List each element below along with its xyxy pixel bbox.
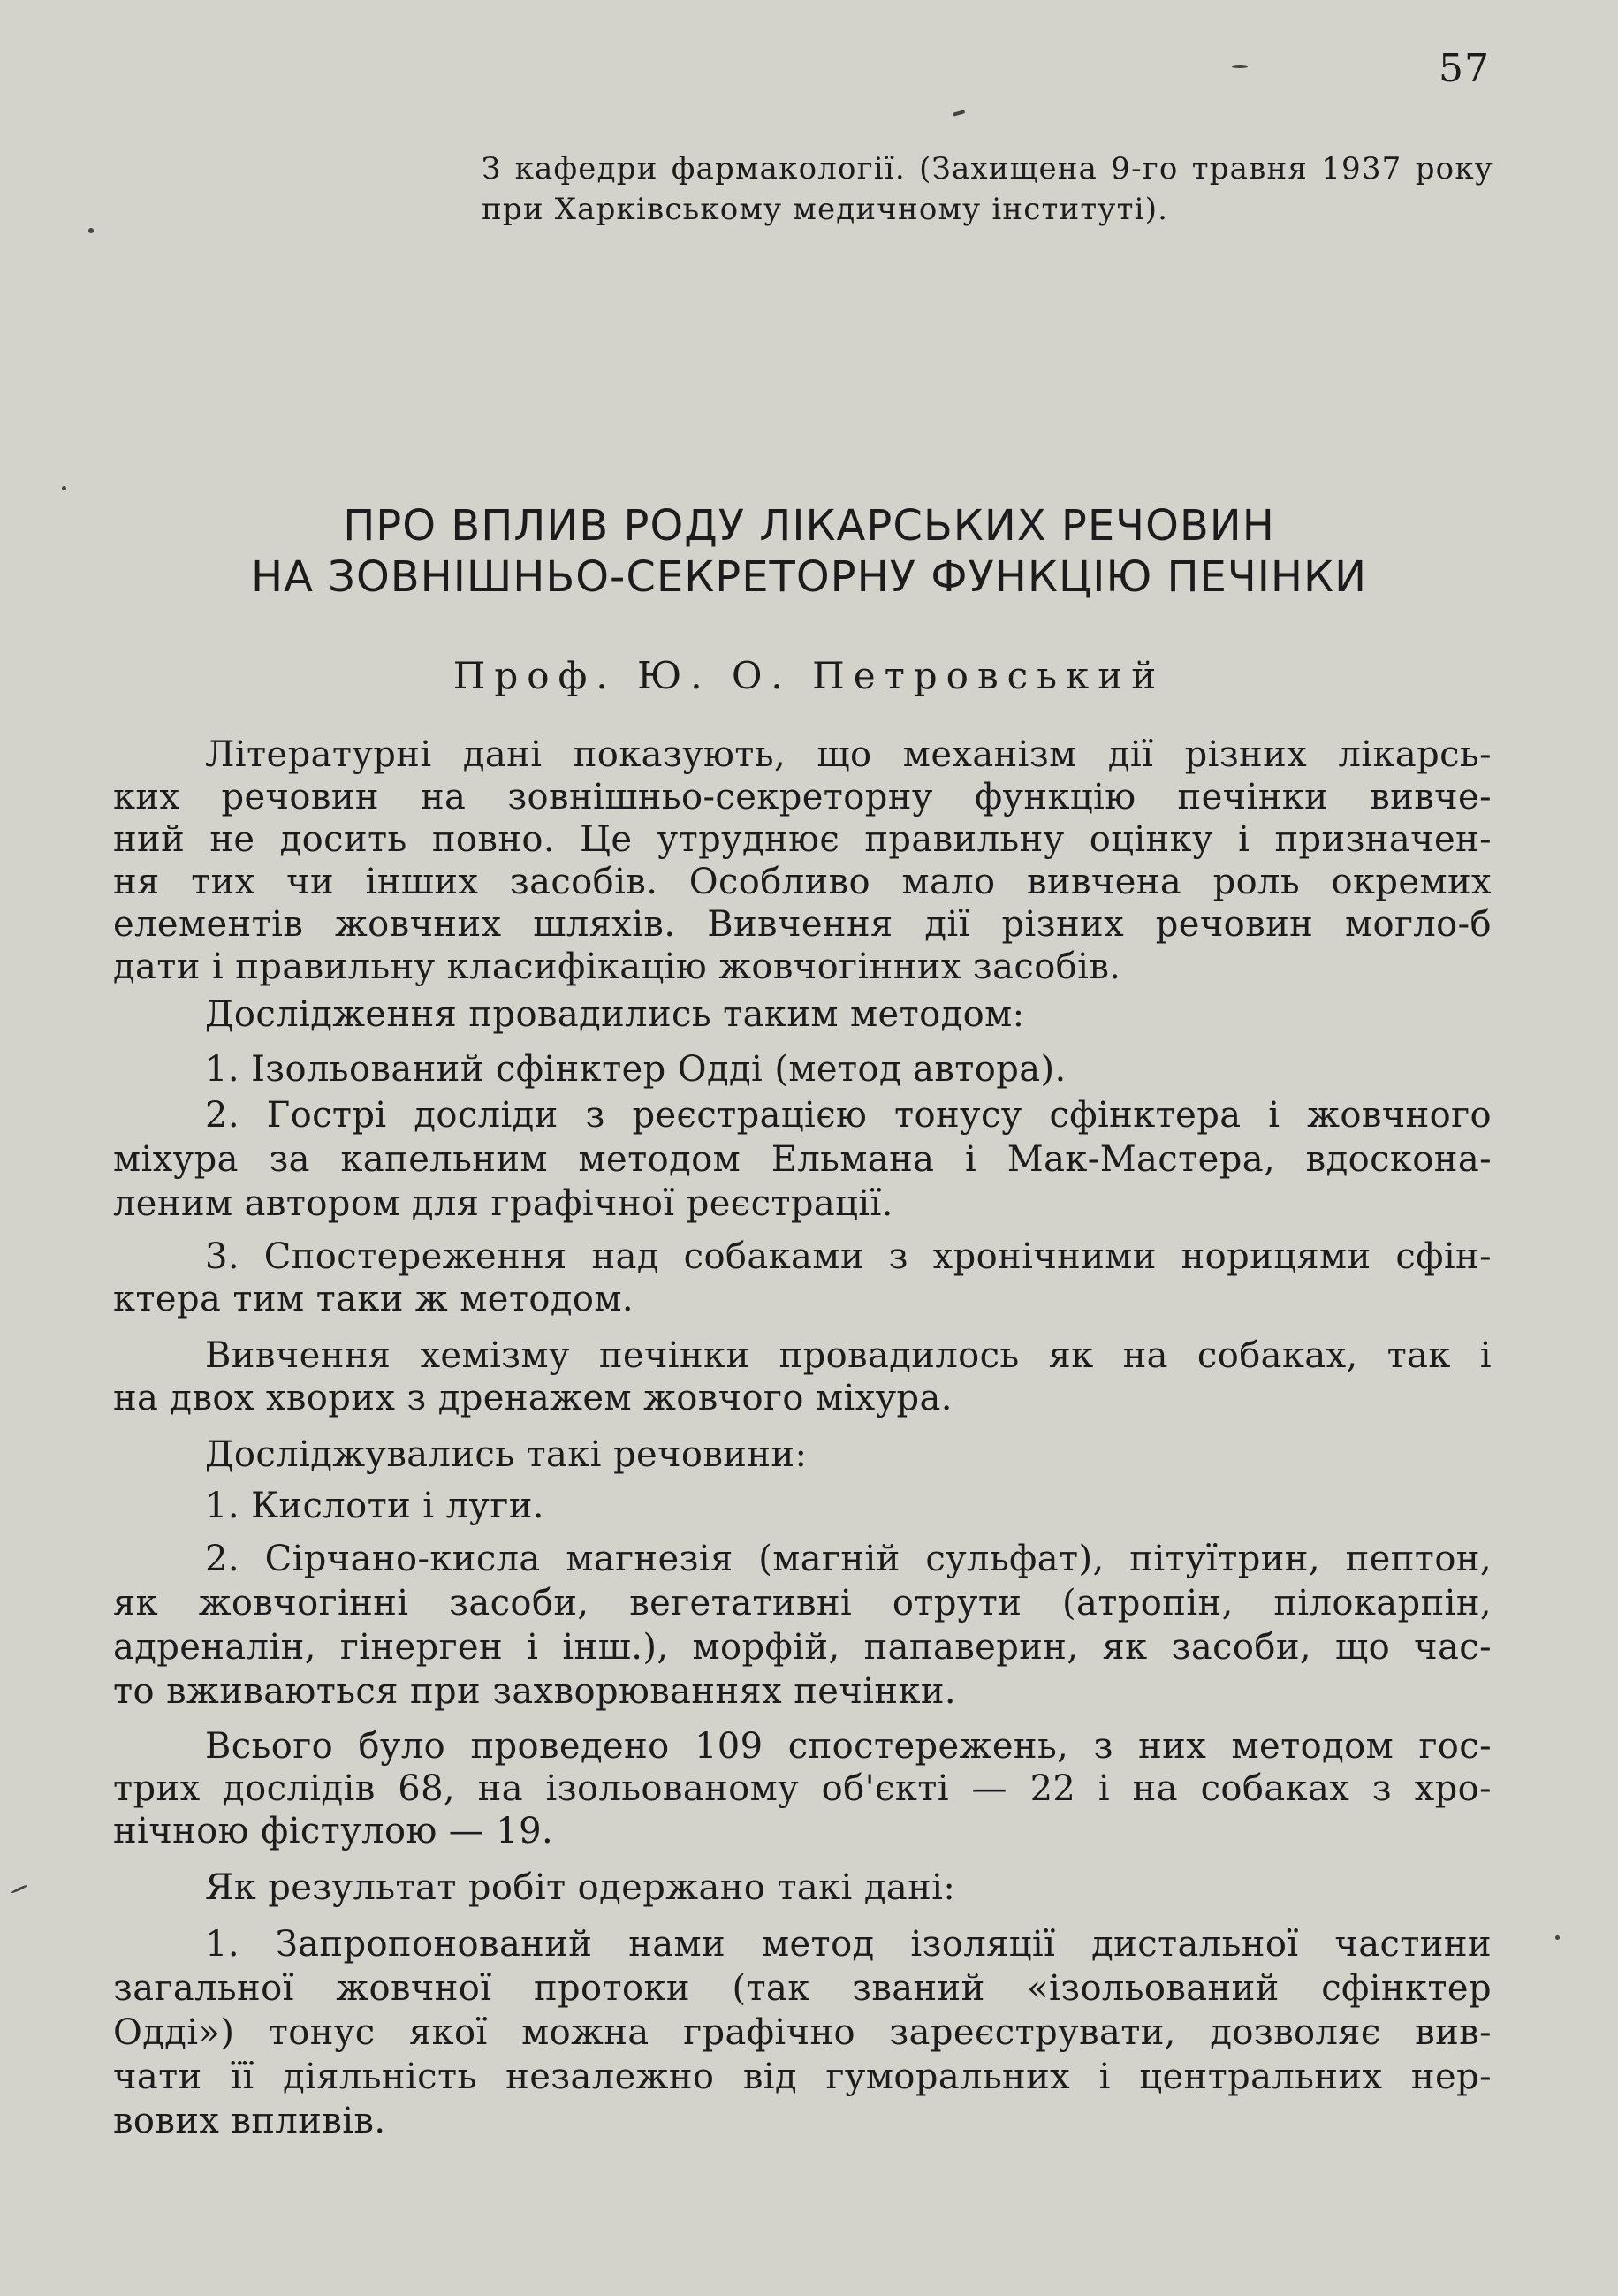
body-line: 1. Запропонований нами метод ізоляції дистальної частини [205,1924,1492,1965]
affiliation-line: при Харківському медичному інституті). [482,192,1169,227]
body-line: Одді») тонус якої можна графічно зареєструвати, дозволяє вив- [113,2012,1492,2053]
body-line: Всього було проведено 109 спостережень, з них методом гос- [205,1726,1492,1767]
body-line: дати і правильну класифікацію жовчогінних засобів. [113,947,1121,987]
scan-speck [62,486,66,490]
body-line: загальної жовчної протоки (так званий «ізольований сфінктер [113,1968,1492,2009]
body-line: 3. Спостереження над собаками з хронічними норицями сфін- [205,1236,1492,1277]
page-number: 57 [1439,46,1490,91]
body-line: 1. Кислоти і луги. [205,1486,544,1526]
body-line: Вивчення хемізму печінки провадилось як на собаках, так і [205,1335,1492,1376]
body-line: міхура за капельним методом Ельмана і Мак-Мастера, вдоскона- [113,1139,1492,1180]
affiliation-line: З кафедри фармакології. (Захищена 9-го травня 1937 року [482,151,1493,186]
body-line: ких речовин на зовнішньо-секреторну функцію печінки вивче- [113,777,1492,817]
body-line: чати її діяльність незалежно від гуморальних і центральних нер- [113,2057,1492,2097]
body-line: елементів жовчних шляхів. Вивчення дії різних речовин могло-б [113,904,1492,945]
body-line: леним автором для графічної реєстрації. [113,1183,893,1224]
body-line: нічною фістулою — 19. [113,1811,554,1851]
body-line: трих дослідів 68, на ізольованому об'єкті — 22 і на собаках з хро- [113,1768,1492,1809]
body-line: на двох хворих з дренажем жовчого міхура. [113,1378,953,1418]
scan-speck [1232,65,1248,68]
body-line: Літературні дані показують, що механізм дії різних лікарсь- [205,734,1492,775]
body-line: ний не досить повно. Це утруднює правильну оцінку і призначен- [113,819,1492,860]
body-line: як жовчогінні засоби, вегетативні отрути (атропін, пілокарпін, [113,1583,1492,1623]
body-line: ня тих чи інших засобів. Особливо мало вивчена роль окремих [113,862,1492,902]
scan-speck [953,110,966,116]
affiliation-note [482,148,1493,230]
body-line: Як результат робіт одержано такі дані: [205,1867,956,1908]
scan-speck [11,1884,27,1894]
author-name: Проф. Ю. О. Петровський [452,654,1166,697]
scan-speck [88,228,94,233]
scan-speck [1555,1935,1560,1940]
body-line: 2. Гострі досліди з реєстрацією тонусу сфінктера і жовчного [205,1095,1492,1136]
body-line: Досліджувались такі речовини: [205,1434,808,1475]
article-title-line: ПРО ВПЛИВ РОДУ ЛІКАРСЬКИХ РЕЧОВИН [343,501,1275,551]
body-line: 2. Сірчано-кисла магнезія (магній сульфат), пітуїтрин, пептон, [205,1539,1492,1579]
article-title-line: НА ЗОВНІШНЬО-СЕКРЕТОРНУ ФУНКЦІЮ ПЕЧІНКИ [250,552,1368,602]
body-line: вових впливів. [113,2101,386,2141]
body-line: 1. Ізольований сфінктер Одді (метод автора). [205,1049,1067,1090]
body-line: то вживаються при захворюваннях печінки. [113,1671,957,1712]
body-line: адреналін, гінерген і інш.), морфій, папаверин, як засоби, що час- [113,1627,1492,1668]
body-line: Дослідження провадились таким методом: [205,994,1025,1035]
body-line: ктера тим таки ж методом. [113,1279,634,1319]
